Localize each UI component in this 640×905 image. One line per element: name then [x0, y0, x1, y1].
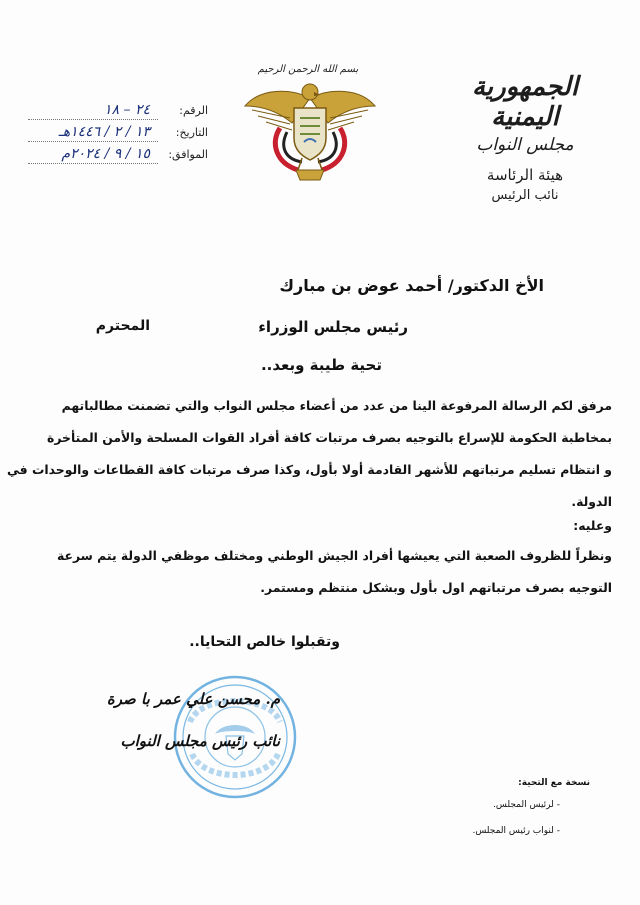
paragraph-line: ونظراً للظروف الصعبة التي يعيشها أفراد الجيش الوطني ومختلف موظفي الدولة يتم سرعة [56, 548, 612, 563]
ref-corresp-row [28, 146, 208, 168]
paragraph-line: التوجيه بصرف مرتباتهم اول بأول وبشكل منتظم ومستمر. [260, 580, 612, 595]
ref-date-label: التاريخ: [175, 126, 208, 139]
letterhead-deputy: نائب الرئيس [491, 188, 559, 203]
letterhead-country: الجمهورية اليمنية [471, 72, 579, 132]
paragraph-line: بمخاطبة الحكومة للإسراع بالتوجيه بصرف مرتبات كافة أفراد القوات المسلحة والأمن المتأخرة [47, 430, 612, 445]
ref-corresp-line [28, 163, 158, 164]
paragraph-line: مرفق لكم الرسالة المرفوعة الينا من عدد من أعضاء مجلس النواب والتي تضمنت مطالباتهم [61, 398, 612, 413]
ref-number-label: الرقم: [179, 104, 208, 117]
basmala: بسم الله الرحمن الرحيم [257, 64, 359, 75]
cc-item: - لرئيس المجلس. [493, 800, 560, 810]
therefore-heading: وعليه: [573, 518, 612, 533]
letterhead-council: مجلس النواب [476, 135, 574, 155]
closing: وتقبلوا خالص التحايا.. [189, 634, 340, 650]
ref-number-value: ٢٤ – ١٨ [104, 102, 150, 118]
ref-number-line [28, 119, 158, 120]
letterhead [440, 72, 610, 206]
letterhead-presidency: هيئة الرئاسة [486, 166, 564, 184]
ref-date-value: ١٣ / ٢ / ١٤٤٦هـ [58, 124, 150, 140]
signatory-title: نائب رئيس مجلس النواب [120, 732, 280, 750]
paragraph-line: الدولة. [571, 494, 612, 509]
recipient-position: رئيس مجلس الوزراء [258, 318, 408, 336]
recipient: الأخ الدكتور/ أحمد عوض بن مبارك [279, 276, 544, 295]
ref-number-row [28, 102, 208, 124]
reference-block [28, 102, 208, 168]
honorific: المحترم [95, 318, 150, 334]
ref-corresp-value: ١٥ / ٩ / ٢٠٢٤م [61, 146, 150, 162]
signatory-name: م. محسن علي عمر با صرة [106, 690, 280, 708]
ref-date-line [28, 141, 158, 142]
cc-heading: نسخة مع التحية: [518, 778, 590, 788]
paragraph-line: و انتظام تسليم مرتباتهم للأشهر القادمة أولا بأول، وكذا صرف مرتبات كافة القطاعات والوحدات في [6, 462, 612, 477]
ref-date-row [28, 124, 208, 146]
eagle-emblem-icon [240, 58, 380, 188]
greeting: تحية طيبة وبعد.. [260, 356, 382, 374]
ref-corresp-label: الموافق: [168, 148, 208, 161]
cc-item: - لنواب رئيس المجلس. [472, 826, 560, 836]
